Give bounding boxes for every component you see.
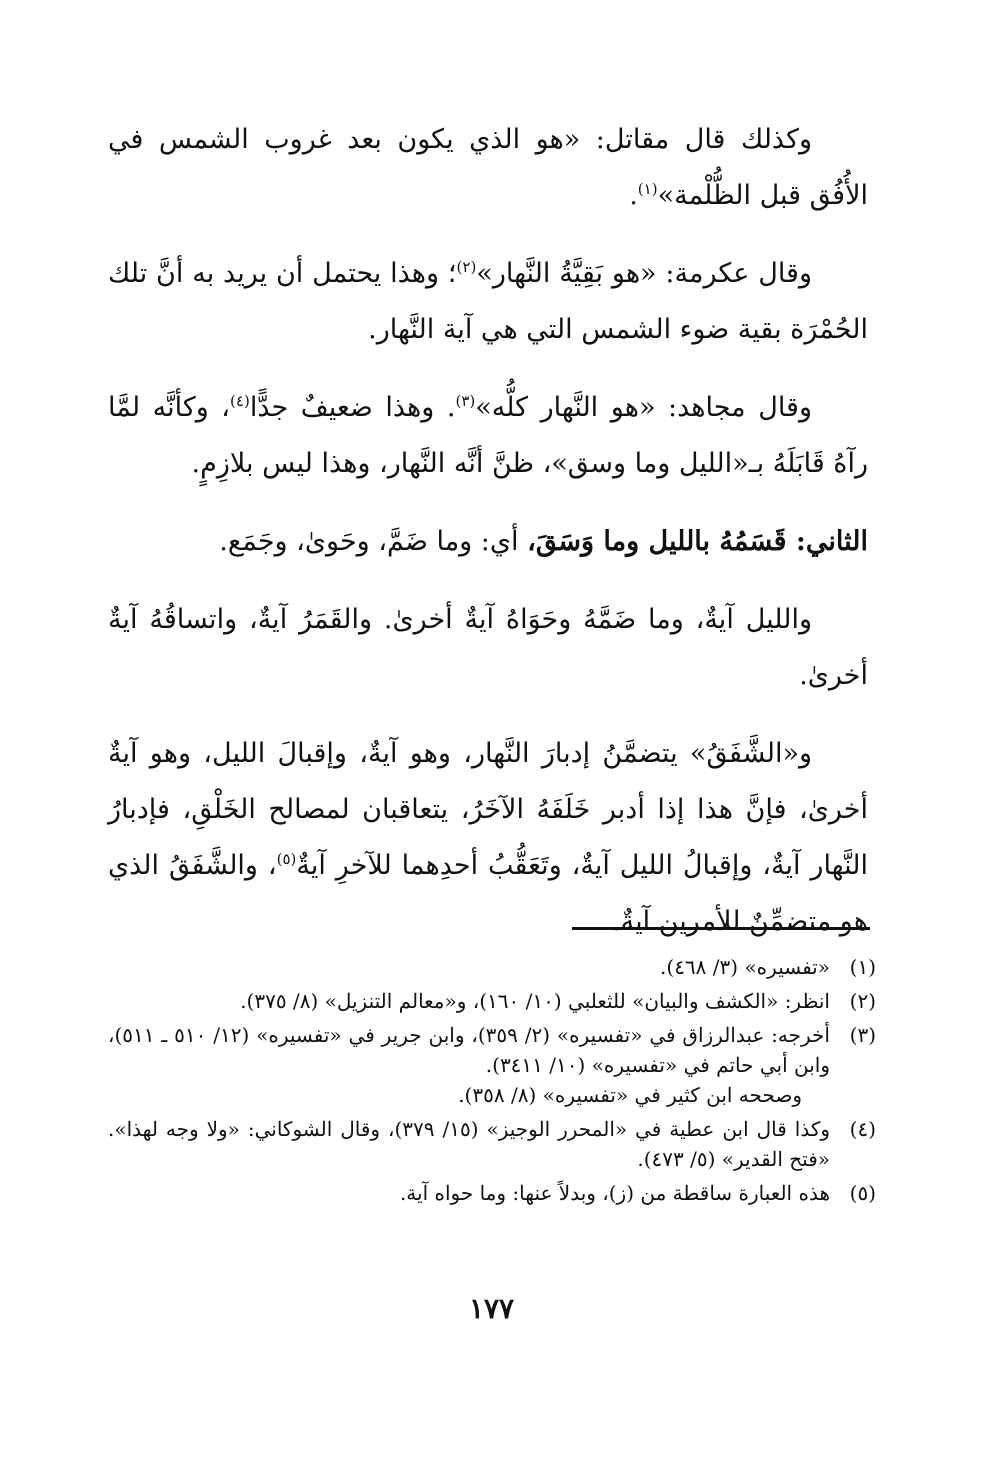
paragraph-1-tail: .	[629, 180, 638, 211]
footnote-text: هذه العبارة ساقطة من (ز)، وبدلاً عنها: وما حواه آية.	[399, 1181, 830, 1205]
footnote-text: أخرجه: عبدالرزاق في «تفسيره» (٢/ ٣٥٩)، وابن جرير في «تفسيره» (١٢/ ٥١٠ ـ ٥١١)، وابن أبي حاتم في «تفسيره» (١٠/ ٣٤١١).	[108, 1023, 830, 1077]
footnote-text: انظر: «الكشف والبيان» للثعلبي (١٠/ ١٦٠)، و«معالم التنزيل» (٨/ ٣٧٥).	[240, 989, 830, 1013]
footnote-ref-1: (١)	[637, 180, 658, 198]
footnote-number: (٢)	[849, 989, 876, 1013]
paragraph-2-text: وقال عكرمة: «هو بَقِيَّةُ النَّهار»	[476, 258, 812, 289]
footnote-text-extra: وصححه ابن كثير في «تفسيره» (٨/ ٣٥٨).	[458, 1083, 802, 1107]
paragraph-4	[108, 514, 868, 570]
footnote-ref-2: (٢)	[456, 258, 477, 276]
footnote-4	[108, 1114, 876, 1174]
footnote-text: وكذا قال ابن عطية في «المحرر الوجيز» (١٥/ ٣٧٩)، وقال الشوكاني: «ولا وجه لهذا». «فتح القدير» (٥/ ٤٧٣).	[108, 1117, 830, 1171]
paragraph-6	[108, 726, 868, 950]
section-heading-second: الثاني: قَسَمُهُ بالليل وما وَسَقَ،	[527, 526, 868, 557]
paragraph-3-text-mid: . وهذا ضعيفٌ جدًّا	[249, 392, 456, 423]
paragraph-1-text: وكذلك قال مقاتل: «هو الذي يكون بعد غروب الشمس في الأُفُق قبل الظُّلْمة»	[108, 124, 868, 211]
footnote-number: (٣)	[849, 1023, 876, 1047]
footnote-ref-3: (٣)	[455, 392, 476, 410]
page-number: ١٧٧	[468, 1292, 515, 1325]
paragraph-1	[108, 112, 868, 224]
footnote-1	[108, 952, 876, 982]
paragraph-6-text: و«الشَّفَقُ» يتضمَّنُ إدبارَ النَّهار، وهو آيةٌ، وإقبالَ الليل، وهو آيةٌ أخرىٰ، فإنَّ هذا إذا أدبر خَلَفَهُ الآخَرُ، يتعاقبان لمصالح الخَلْقِ، فإدبارُ النَّهار آيةٌ، وإقبالُ الليل آيةٌ، وتَعَقُّبُ أحدِهما للآخرِ آيةٌ	[108, 738, 868, 881]
paragraph-2-text-cont: ؛ وهذا يحتمل أن يريد به أنَّ تلك الحُمْرَة بقية ضوء الشمس التي هي آية النَّهار.	[108, 258, 868, 345]
paragraph-3-text-end: ، وكأنَّه لمَّا رآهُ قَابَلَهُ بـ«الليل وما وسق»، ظنَّ أنَّه النَّهار، وهذا ليس بلازِمٍ.	[108, 392, 868, 479]
footnote-number: (٥)	[849, 1181, 876, 1205]
footnote-5	[108, 1178, 876, 1208]
footnotes	[108, 952, 876, 1212]
paragraph-2	[108, 246, 868, 358]
footnote-ref-4: (٤)	[230, 392, 250, 410]
footnote-separator	[572, 927, 870, 930]
footnote-3	[108, 1020, 876, 1110]
paragraph-6-text-end: ، والشَّفَقُ الذي هو متضمِّنٌ للأمرين آيةٌ.	[108, 850, 868, 937]
footnote-2	[108, 986, 876, 1016]
paragraph-4-text: أي: وما ضَمَّ، وحَوىٰ، وجَمَع.	[219, 526, 528, 557]
footnote-body	[108, 1020, 830, 1110]
paragraph-5	[108, 592, 868, 704]
footnote-number: (١)	[849, 955, 876, 979]
footnote-text: «تفسيره» (٣/ ٤٦٨).	[660, 955, 830, 979]
paragraph-3-text: وقال مجاهد: «هو النَّهار كلُّه»	[475, 392, 813, 423]
main-text	[108, 112, 868, 972]
footnote-ref-5: (٥)	[276, 850, 297, 868]
paragraph-5-text: والليل آيةٌ، وما ضَمَّهُ وحَوَاهُ آيةٌ أخرىٰ. والقَمَرُ آيةٌ، واتساقُهُ آيةٌ أخرىٰ.	[108, 604, 868, 691]
footnote-number: (٤)	[849, 1117, 876, 1141]
paragraph-3	[108, 380, 868, 492]
